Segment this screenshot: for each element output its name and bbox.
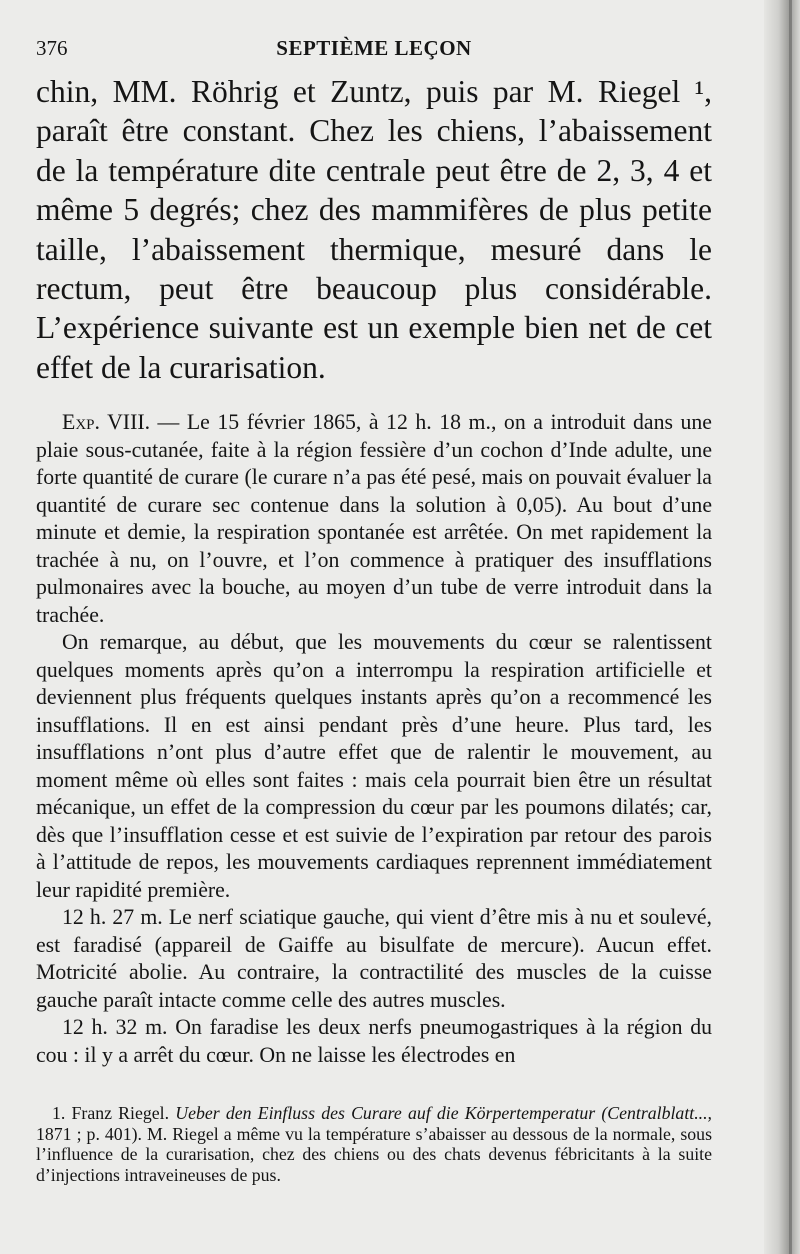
footnotes bbox=[36, 1103, 712, 1185]
experiment-block bbox=[36, 409, 712, 1069]
experiment-label: Exp. VIII. bbox=[62, 410, 151, 435]
main-text-block bbox=[36, 72, 712, 387]
experiment-intro-text: — Le 15 février 1865, à 12 h. 18 m., on a introduit dans une plaie sous-cutanée, faite à la région fessière d’un cochon d’Inde adulte, une forte quantité de curare (le curare n’a pas été pesé, mais on pouvait évaluer la quantité de curare sec contenue dans la solution à 0,05). Au bout d’une minute et demie, la respiration spontanée est arrêtée. On met rapidement la trachée à nu, on l’ouvre, et l’on commence à pratiquer des insufflations pulmonaires avec la bouche, au moyen d’un tube de verre introduit dans la trachée. bbox=[36, 410, 712, 627]
main-paragraph: chin, MM. Röhrig et Zuntz, puis par M. Riegel ¹, paraît être constant. Chez les chiens, l’abaissement de la température dite centrale peut être de 2, 3, 4 et même 5 degrés; chez des mammifères de plus petite taille, l’abaissement thermique, mesuré dans le rectum, peut être beaucoup plus considérable. L’expérience suivante est un exemple bien net de cet effet de la curarisation. bbox=[36, 74, 712, 385]
page-edge-shadow bbox=[764, 0, 800, 1254]
experiment-paragraph-1 bbox=[36, 409, 712, 629]
footnote-rest: 1871 ; p. 401). M. Riegel a même vu la température s’abaisser au dessous de la normale, sous l’influence de la curarisation, chez des chiens ou des chats devenus fébricitants à la suite d’injections intraveineuses de pus. bbox=[36, 1123, 712, 1185]
experiment-paragraph-4: 12 h. 32 m. On faradise les deux nerfs pneumogastriques à la région du cou : il y a arrêt du cœur. On ne laisse les électrodes en bbox=[36, 1015, 712, 1067]
footnote-title: Ueber den Einfluss des Curare auf die Körpertemperatur (Centralblatt..., bbox=[175, 1103, 712, 1124]
page-edge-line bbox=[789, 0, 792, 1254]
footnote-1 bbox=[36, 1103, 712, 1185]
footnote-lead: 1. Franz Riegel. bbox=[52, 1103, 176, 1124]
page-content bbox=[36, 28, 712, 1185]
page-number: 376 bbox=[36, 36, 68, 60]
chapter-title: SEPTIÈME LEÇON bbox=[276, 36, 472, 60]
experiment-paragraph-3: 12 h. 27 m. Le nerf sciatique gauche, qui vient d’être mis à nu et soulevé, est faradisé (appareil de Gaiffe au bisulfate de mercure). Aucun effet. Motricité abolie. Au contraire, la contractilité des muscles de la cuisse gauche paraît intacte comme celle des autres muscles. bbox=[36, 905, 712, 1012]
experiment-paragraph-2: On remarque, au début, que les mouvements du cœur se ralentissent quelques moments après qu’on a interrompu la respiration artificielle et deviennent plus fréquents quelques instants après qu’on a recommencé les insufflations. Il en est ainsi pendant près d’une heure. Plus tard, les insufflations n’ont plus d’autre effet que de ralentir le mouvement, au moment même où elles sont faites : mais cela pourrait bien être un résultat mécanique, un effet de la compression du cœur par les poumons dilatés; car, dès que l’insufflation cesse et est suivie de l’expiration par retour des parois à l’attitude de repos, les mouvements cardiaques reprennent immédiatement leur rapidité première. bbox=[36, 630, 712, 902]
running-head bbox=[36, 28, 712, 72]
